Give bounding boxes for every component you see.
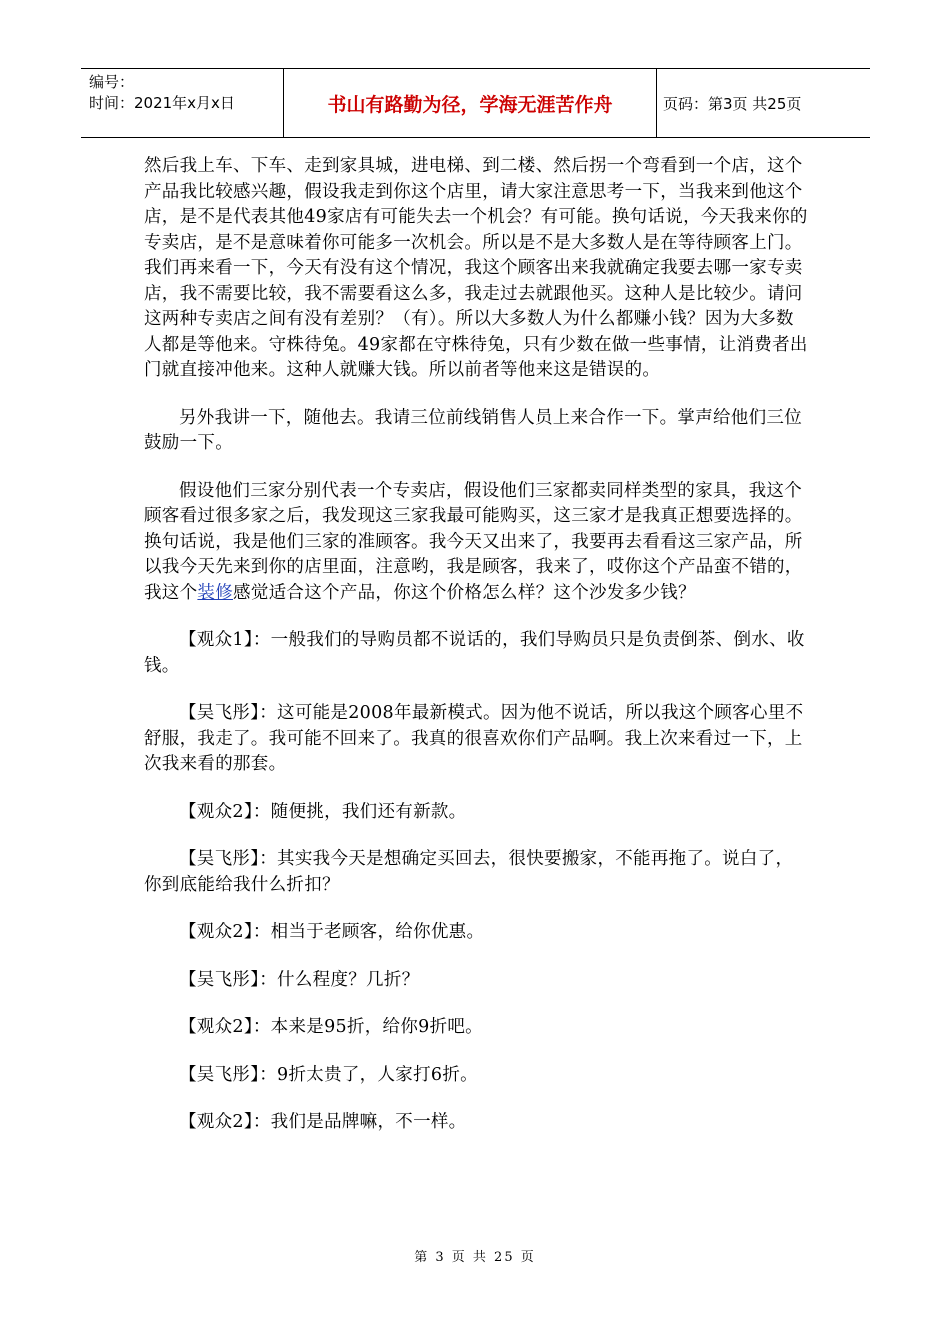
dialogue-line-7: 【观众2】：本来是95折，给你9折吧。 [179, 1017, 483, 1037]
dialogue-line-2: 【吴飞彤】：这可能是2008年最新模式。因为他不说话，所以我这个顾客心里不舒服，我走了。我可能不回来了。我真的很喜欢你们产品啊。我上次来看过一下，上次我来看的那套。 [144, 703, 804, 774]
paragraph-2: 另外我讲一下，随他去。我请三位前线销售人员上来合作一下。掌声给他们三位鼓励一下。 [144, 407, 802, 453]
paragraph-1: 然后我上车、下车、走到家具城，进电梯、到二楼、然后拐一个弯看到一个店，这个产品我比较感兴趣，假设我走到你这个店里，请大家注意思考一下，当我来到他这个店，是不是代表其他49家店有可能失去一个机会？有可能。换句话说，今天我来你的专卖店，是不是意味着你可能多一次机会。所以是不是大多数人是在等待顾客上门。我们再来看一下，今天有没有这个情况，我这个顾客出来我就确定我要去哪一家专卖店，我不需要比较，我不需要看这么多，我走过去就跟他买。这种人是比较少。请问这两种专卖店之间有没有差别？（有）。所以大多数人为什么都赚小钱？因为大多数人都是等他来。守株待兔。49家都在守株待兔，只有少数在做一些事情，让消费者出门就直接冲他来。这种人就赚大钱。所以前者等他来这是错误的。 [144, 156, 808, 380]
paragraph-3 [144, 479, 810, 607]
dialogue-line-8: 【吴飞彤】：9折太贵了，人家打6折。 [179, 1064, 478, 1085]
document-time-label: 时间：2021年x月x日 [89, 94, 235, 112]
dialogue-line-6: 【吴飞彤】：什么程度？几折？ [179, 969, 420, 990]
header-left-cell [81, 69, 283, 137]
document-number-label: 编号： [89, 73, 135, 91]
header-page-label: 页码：第3页 共25页 [663, 94, 802, 113]
dialogue-line-1: 【观众1】：一般我们的导购员都不说话的，我们导购员只是负责倒茶、倒水、收钱。 [144, 630, 805, 676]
header-motto: 书山有路勤为径，学海无涯苦作舟 [283, 69, 657, 137]
paragraph-3-text-before: 假设他们三家分别代表一个专卖店，假设他们三家都卖同样类型的家具，我这个顾客看过很多家之后，我发现这三家我最可能购买，这三家才是我真正想要选择的。换句话说，我是他们三家的准顾客。我今天又出来了，我要再去看看这三家产品，所以我今天先来到你的店里面，注意哟，我是顾客，我来了，哎你这个产品蛮不错的，我这个 [144, 480, 803, 603]
document-body [144, 154, 810, 1158]
page-footer: 第 3 页 共 25 页 [414, 1250, 536, 1265]
dialogue-line-5: 【观众2】：相当于老顾客，给你优惠。 [179, 922, 485, 942]
decoration-link[interactable]: 装修 [197, 582, 234, 603]
dialogue-line-3: 【观众2】：随便挑，我们还有新款。 [179, 801, 467, 822]
dialogue-line-4: 【吴飞彤】：其实我今天是想确定买回去，很快要搬家，不能再拖了。说白了，你到底能给我什么折扣？ [144, 849, 794, 895]
page-header [81, 68, 870, 138]
dialogue-line-9: 【观众2】：我们是品牌嘛，不一样。 [179, 1112, 467, 1132]
paragraph-3-text-after: 感觉适合这个产品，你这个价格怎么样？这个沙发多少钱？ [233, 582, 696, 603]
